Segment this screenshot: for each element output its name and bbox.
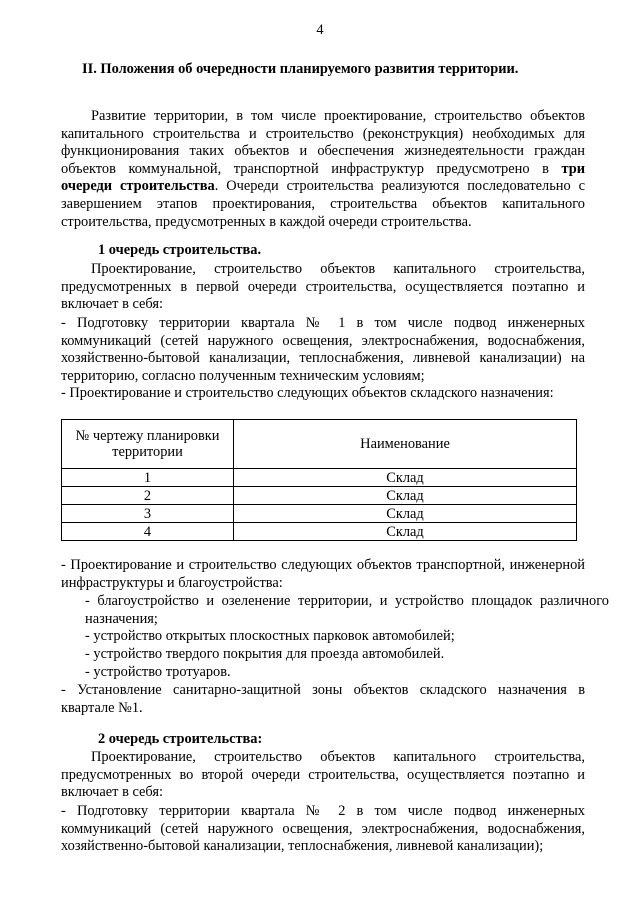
subitem-hard-surface: - устройство твердого покрытия для проезда автомобилей. (85, 646, 445, 662)
table-header-name: Наименование (234, 420, 577, 469)
table-header-drawing-number: № чертежу планировки территории (62, 420, 234, 469)
intro-text-b: . Очереди строительства реализуются последовательно с завершением этапов проектирования, строительства объектов капитального строительства, предусмотренных в каждой очереди строительства. (61, 178, 585, 230)
table-cell-name: Склад (234, 487, 577, 505)
table-cell-number: 3 (62, 505, 234, 523)
section-title: II. Положения об очередности планируемого развития территории. (82, 61, 519, 77)
table-row (62, 487, 577, 505)
stage2-heading: 2 очередь строительства: (98, 731, 263, 747)
table-cell-name: Склад (234, 505, 577, 523)
page-number: 4 (316, 22, 324, 38)
stage1-item-preparation: - Подготовку территории квартала № 1 в том числе подвод инженерных коммуникаций (сетей наружного освещения, электроснабжения, водоснабжения, хозяйственно-бытовой канализации, теплоснабжения, ливневой канализации) на территорию, согласно полученным техническим условиям; (61, 315, 585, 384)
stage2-lead-paragraph: Проектирование, строительство объектов капитального строительства, предусмотренных во второй очереди строительства, осуществляется поэтапно и включает в себя: (61, 749, 585, 801)
stage1-item-warehouses: - Проектирование и строительство следующих объектов складского назначения: (61, 385, 554, 401)
table-cell-number: 4 (62, 523, 234, 541)
intro-text-a: Развитие территории, в том числе проектирование, строительство объектов капитального строительства и строительство (реконструкция) необходимых для функционирования таких объектов и обеспечения жизнедеятельности граждан объектов коммунальной, транспортной инфраструктур предусмотрено в (61, 108, 585, 177)
subitem-parking: - устройство открытых плоскостных парковок автомобилей; (85, 628, 455, 644)
stage1-heading: 1 очередь строительства. (98, 242, 262, 258)
table-cell-number: 2 (62, 487, 234, 505)
table-row (62, 505, 577, 523)
warehouse-table (61, 419, 577, 541)
intro-paragraph (61, 108, 585, 231)
stage2-item-preparation: - Подготовку территории квартала № 2 в том числе подвод инженерных коммуникаций (сетей наружного освещения, электроснабжения, водоснабжения, хозяйственно-бытовой канализации, теплоснабжения, ливневой канализации); (61, 803, 585, 855)
stage1-item-sanitary-zone: - Установление санитарно-защитной зоны объектов складского назначения в квартале №1. (61, 682, 585, 716)
stage1-lead-paragraph: Проектирование, строительство объектов капитального строительства, предусмотренных в первой очереди строительства, осуществляется поэтапно и включает в себя: (61, 261, 585, 313)
table-cell-name: Склад (234, 523, 577, 541)
stage1-item-infrastructure: - Проектирование и строительство следующих объектов транспортной, инженерной инфраструктуры и благоустройства: (61, 557, 585, 591)
subitem-landscaping: - благоустройство и озеленение территории, и устройство площадок различного назначения; (85, 593, 609, 627)
table-cell-number: 1 (62, 469, 234, 487)
table-cell-name: Склад (234, 469, 577, 487)
table-row (62, 469, 577, 487)
intro-bold-text: три очереди строительства (61, 160, 585, 195)
subitem-sidewalks: - устройство тротуаров. (85, 664, 231, 680)
table-header-row (62, 420, 577, 469)
table-row (62, 523, 577, 541)
